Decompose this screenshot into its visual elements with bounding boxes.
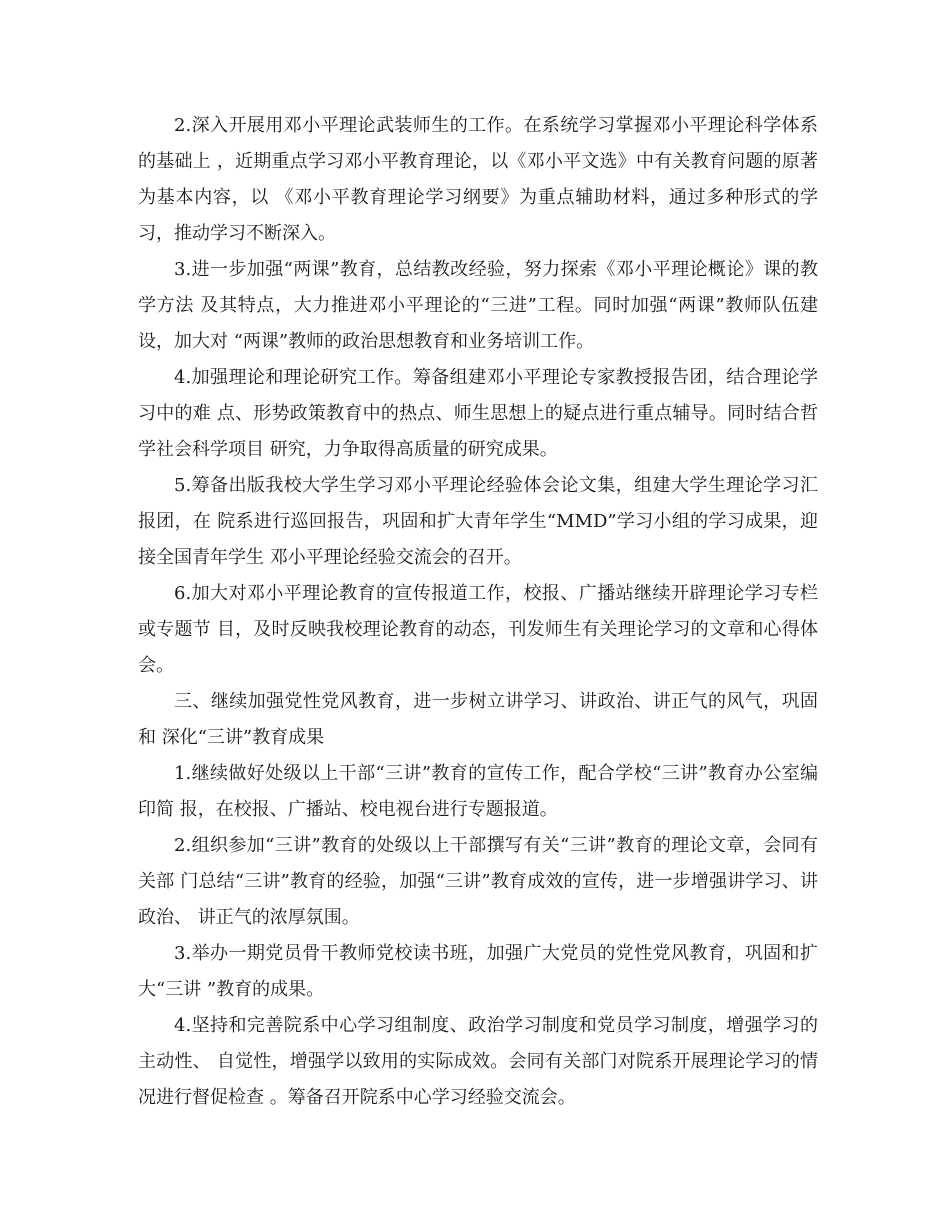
paragraph-section3-point-3: 3.举办一期党员骨干教师党校读书班，加强广大党员的党性党风教育，巩固和扩大“三讲 ”教育的成果。 [138,943,818,1000]
paragraph-section3-point-1: 1.继续做好处级以上干部“三讲”教育的宣传工作，配合学校“三讲”教育办公室编印简 报，在校报、广播站、校电视台进行专题报道。 [138,763,818,820]
paragraph-point-5-student-essays: 5.筹备出版我校大学生学习邓小平理论经验体会论文集，组建大学生理论学习汇报团，在 院系进行巡回报告，巩固和扩大青年学生“MMD”学习小组的学习成果，迎接全国青年学生 邓小平理论经验交流会的召开。 [138,475,818,568]
section-heading-three: 三、继续加强党性党风教育，进一步树立讲学习、讲政治、讲正气的风气，巩固和 深化“三讲”教育成果 [138,691,818,748]
paragraph-point-2-theory-armament: 2.深入开展用邓小平理论武装师生的工作。在系统学习掌握邓小平理论科学体系的基础上 ，近期重点学习邓小平教育理论，以《邓小平文选》中有关教育问题的原著为基本内容，以 《邓小平教育理论学习纲要》为重点辅助材料，通过多种形式的学习，推动学习不断深入。 [138,115,818,244]
paragraph-point-4-theory-research: 4.加强理论和理论研究工作。筹备组建邓小平理论专家教授报告团，结合理论学习中的难 点、形势政策教育中的热点、师生思想上的疑点进行重点辅导。同时结合哲学社会科学项目 研究，力争取得高质量的研究成果。 [138,367,818,460]
document-body [138,108,818,1116]
paragraph-section3-point-4: 4.坚持和完善院系中心学习组制度、政治学习制度和党员学习制度，增强学习的主动性、 自觉性，增强学以致用的实际成效。会同有关部门对院系开展理论学习的情况进行督促检查 。筹备召开院系中心学习经验交流会。 [138,1015,818,1108]
paragraph-point-6-publicity: 6.加大对邓小平理论教育的宣传报道工作，校报、广播站继续开辟理论学习专栏或专题节 目，及时反映我校理论教育的动态，刊发师生有关理论学习的文章和心得体会。 [138,583,818,676]
paragraph-point-3-two-courses: 3.进一步加强“两课”教育，总结教改经验，努力探索《邓小平理论概论》课的教学方法 及其特点，大力推进邓小平理论的“三进”工程。同时加强“两课”教师队伍建设，加大对 “两课”教师的政治思想教育和业务培训工作。 [138,259,818,352]
paragraph-section3-point-2: 2.组织参加“三讲”教育的处级以上干部撰写有关“三讲”教育的理论文章，会同有关部 门总结“三讲”教育的经验，加强“三讲”教育成效的宣传，进一步增强讲学习、讲政治、 讲正气的浓厚氛围。 [138,835,818,928]
